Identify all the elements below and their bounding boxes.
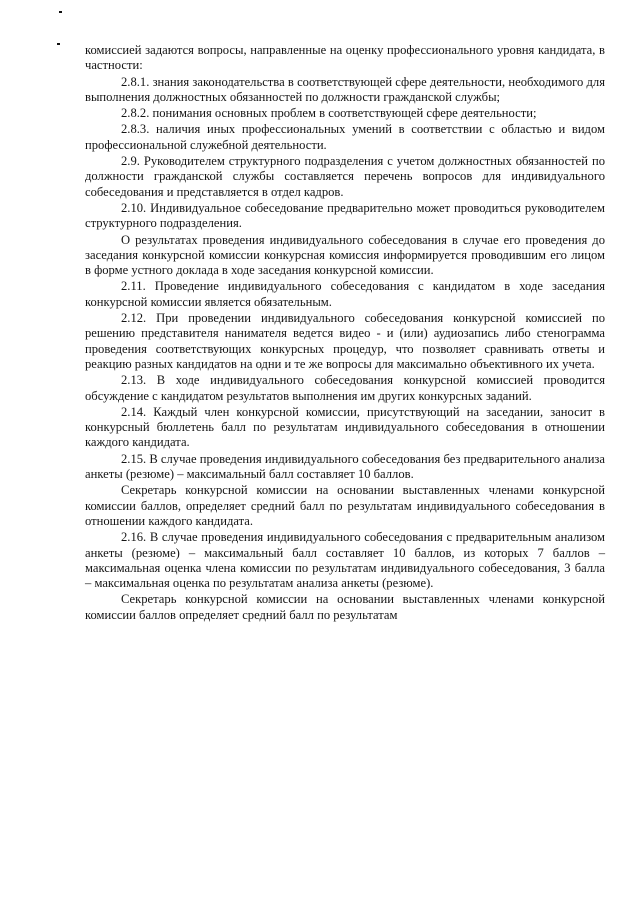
paragraph: 2.8.3. наличия иных профессиональных умений в соответствии с областью и видом профессиональной служебной деятельности. [85, 122, 605, 152]
paragraph: 2.11. Проведение индивидуального собеседования с кандидатом в ходе заседания конкурсной комиссии является обязательным. [85, 279, 605, 309]
paragraph: 2.8.2. понимания основных проблем в соответствующей сфере деятельности; [121, 106, 537, 121]
paragraph: 2.8.1. знания законодательства в соответствующей сфере деятельности, необходимого для выполнения должностных обязанностей по должности гражданской службы; [85, 74, 605, 104]
scan-speck [57, 43, 60, 45]
paragraph: 2.16. В случае проведения индивидуального собеседования с предварительным анализом анкеты (резюме) – максимальный балл составляет 10 баллов, из которых 7 баллов – максимальная оценка члена комиссии по результатам индивидуального собеседования, 3 балла – максимальная оценка по результатам анализа анкеты (резюме). [85, 530, 605, 591]
paragraph: комиссией задаются вопросы, направленные на оценку профессионального уровня кандидата, в частности: [85, 43, 605, 73]
paragraph: Секретарь конкурсной комиссии на основании выставленных членами конкурсной комиссии баллов определяет средний балл по результатам [85, 592, 605, 622]
paragraph: О результатах проведения индивидуального собеседования в случае его проведения до заседания конкурсной комиссии конкурсная комиссия информируется проводившим его лицом в форме устного доклада в ходе заседания конкурсной комиссии. [85, 232, 605, 278]
paragraph: 2.15. В случае проведения индивидуального собеседования без предварительного анализа анкеты (резюме) – максимальный балл составляет 10 баллов. [85, 451, 605, 482]
paragraph: 2.14. Каждый член конкурсной комиссии, присутствующий на заседании, заносит в конкурсный бюллетень балл по результатам индивидуального собеседования в отношении каждого кандидата. [85, 404, 605, 450]
document-body [85, 43, 605, 624]
paragraph: 2.9. Руководителем структурного подразделения с учетом должностных обязанностей по должности гражданской службы составляется перечень вопросов для индивидуального собеседования и представляется в отдел кадров. [85, 154, 605, 199]
paragraph: 2.12. При проведении индивидуального собеседования конкурсной комиссией по решению представителя нанимателя ведется видео - и (или) аудиозапись либо стенограмма проведения соответствующих конкурсных процедур, что позволяет сравнивать ответы и реакцию разных кандидатов на одни и те же вопросы для максимально объективного их учета. [85, 311, 605, 371]
paragraph: 2.13. В ходе индивидуального собеседования конкурсной комиссией проводится обсуждение с кандидатом результатов выполнения им других конкурсных заданий. [85, 373, 605, 403]
paragraph: Секретарь конкурсной комиссии на основании выставленных членами конкурсной комиссии баллов, определяет средний балл по результатам индивидуального собеседования в отношении каждого кандидата. [85, 483, 605, 528]
scan-speck [59, 11, 62, 13]
paragraph: 2.10. Индивидуальное собеседование предварительно может проводиться руководителем структурного подразделения. [85, 200, 605, 231]
